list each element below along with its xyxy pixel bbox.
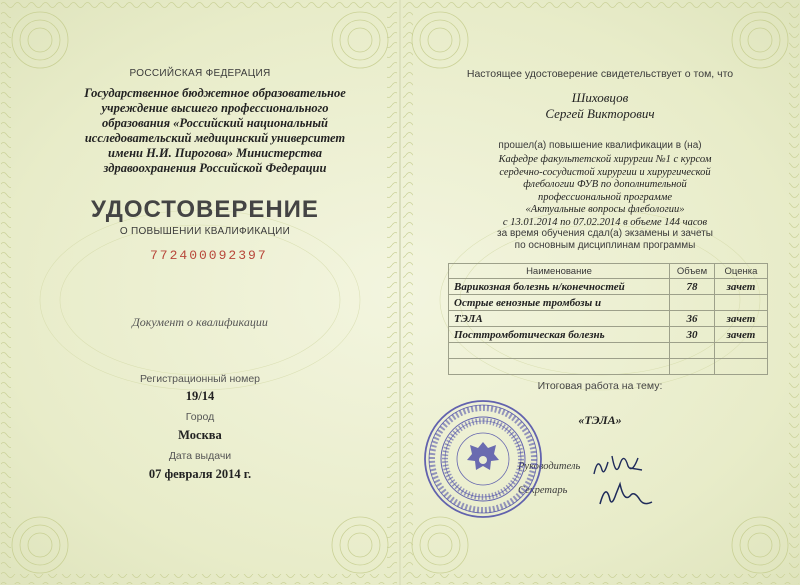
subject-cell: Посттромботическая болезнь bbox=[449, 327, 670, 343]
issue-date-value: 07 февраля 2014 г. bbox=[148, 467, 252, 481]
subject-cell bbox=[449, 343, 670, 359]
federation-label: РОССИЙСКАЯ ФЕДЕРАЦИЯ bbox=[129, 68, 271, 79]
hours-cell: 78 bbox=[670, 279, 715, 295]
program-line: Кафедре факультетской хирургии №1 с курсом bbox=[498, 154, 712, 165]
issue-date-label: Дата выдачи bbox=[168, 450, 232, 462]
final-work-topic: «ТЭЛА» bbox=[578, 413, 622, 427]
subject-cell: Острые венозные тромбозы и bbox=[449, 295, 670, 311]
institution-line: образования «Российский национальный bbox=[102, 116, 328, 130]
person-name bbox=[400, 90, 800, 122]
subject-cell bbox=[449, 359, 670, 375]
column-header-volume: Объем bbox=[670, 264, 715, 279]
certification-statement: Настоящее удостоверение свидетельствует о том, что bbox=[466, 68, 734, 80]
grade-cell: зачет bbox=[715, 311, 768, 327]
person-given-names: Сергей Викторович bbox=[545, 106, 655, 121]
city-value: Москва bbox=[178, 428, 222, 442]
program-description bbox=[470, 154, 740, 229]
serial-number: 772400092397 bbox=[150, 248, 268, 263]
institution-line: исследовательский медицинский университет bbox=[84, 131, 346, 145]
city-label: Город bbox=[185, 411, 215, 423]
subjects-table bbox=[448, 263, 768, 375]
person-surname: Шиховцов bbox=[571, 90, 629, 105]
table-row bbox=[449, 279, 768, 295]
table-row bbox=[449, 359, 768, 375]
table-row bbox=[449, 311, 768, 327]
subject-cell: ТЭЛА bbox=[449, 311, 670, 327]
secretary-label: Секретарь bbox=[518, 485, 568, 496]
hours-cell bbox=[670, 295, 715, 311]
hours-cell: 30 bbox=[670, 327, 715, 343]
exams-line: за время обучения сдал(а) экзамены и зачеты bbox=[497, 228, 713, 239]
hours-cell bbox=[670, 343, 715, 359]
table-header-row bbox=[449, 264, 768, 279]
certificate-title: УДОСТОВЕРЕНИЕ bbox=[91, 196, 319, 223]
registration-number: 19/14 bbox=[185, 389, 215, 403]
grade-cell: зачет bbox=[715, 279, 768, 295]
program-line: флебологии ФУВ по дополнительной bbox=[523, 179, 687, 190]
program-line: с 13.01.2014 по 07.02.2014 в объеме 144 часов bbox=[502, 216, 708, 228]
program-line: сердечно-сосудистой хирургии и хирургической bbox=[499, 166, 711, 178]
column-header-grade: Оценка bbox=[715, 264, 768, 279]
institution-line: здравоохранения Российской Федерации bbox=[103, 161, 327, 175]
grade-cell bbox=[715, 295, 768, 311]
exams-line: по основным дисциплинам программы bbox=[514, 240, 696, 251]
registration-label: Регистрационный номер bbox=[140, 373, 260, 385]
grade-cell: зачет bbox=[715, 327, 768, 343]
institution-line: Государственное бюджетное образовательное bbox=[84, 86, 346, 100]
right-page bbox=[400, 0, 800, 585]
table-row bbox=[449, 295, 768, 311]
institution-name bbox=[70, 86, 360, 176]
institution-line: имени Н.И. Пирогова» Министерства bbox=[108, 146, 322, 160]
table-row bbox=[449, 343, 768, 359]
program-line: «Актуальные вопросы флебологии» bbox=[525, 204, 685, 215]
table-row bbox=[449, 327, 768, 343]
passed-training-label: прошел(а) повышение квалификации в (на) bbox=[498, 140, 702, 151]
program-line: профессиональной программе bbox=[537, 191, 673, 203]
subject-cell: Варикозная болезнь н/конечностей bbox=[449, 279, 670, 295]
hours-cell: 36 bbox=[670, 311, 715, 327]
supervisor-label: Руководитель bbox=[518, 461, 581, 472]
grade-cell bbox=[715, 343, 768, 359]
certificate-subtitle: О ПОВЫШЕНИИ КВАЛИФИКАЦИИ bbox=[119, 226, 291, 237]
document-kind: Документ о квалификации bbox=[132, 315, 268, 329]
exams-statement bbox=[470, 228, 740, 252]
official-seal-stamp bbox=[422, 398, 544, 520]
column-header-name: Наименование bbox=[449, 264, 670, 279]
secretary-signature bbox=[596, 476, 656, 510]
grade-cell bbox=[715, 359, 768, 375]
hours-cell bbox=[670, 359, 715, 375]
institution-line: учреждение высшего профессионального bbox=[101, 101, 329, 115]
final-work-label: Итоговая работа на тему: bbox=[537, 380, 663, 392]
